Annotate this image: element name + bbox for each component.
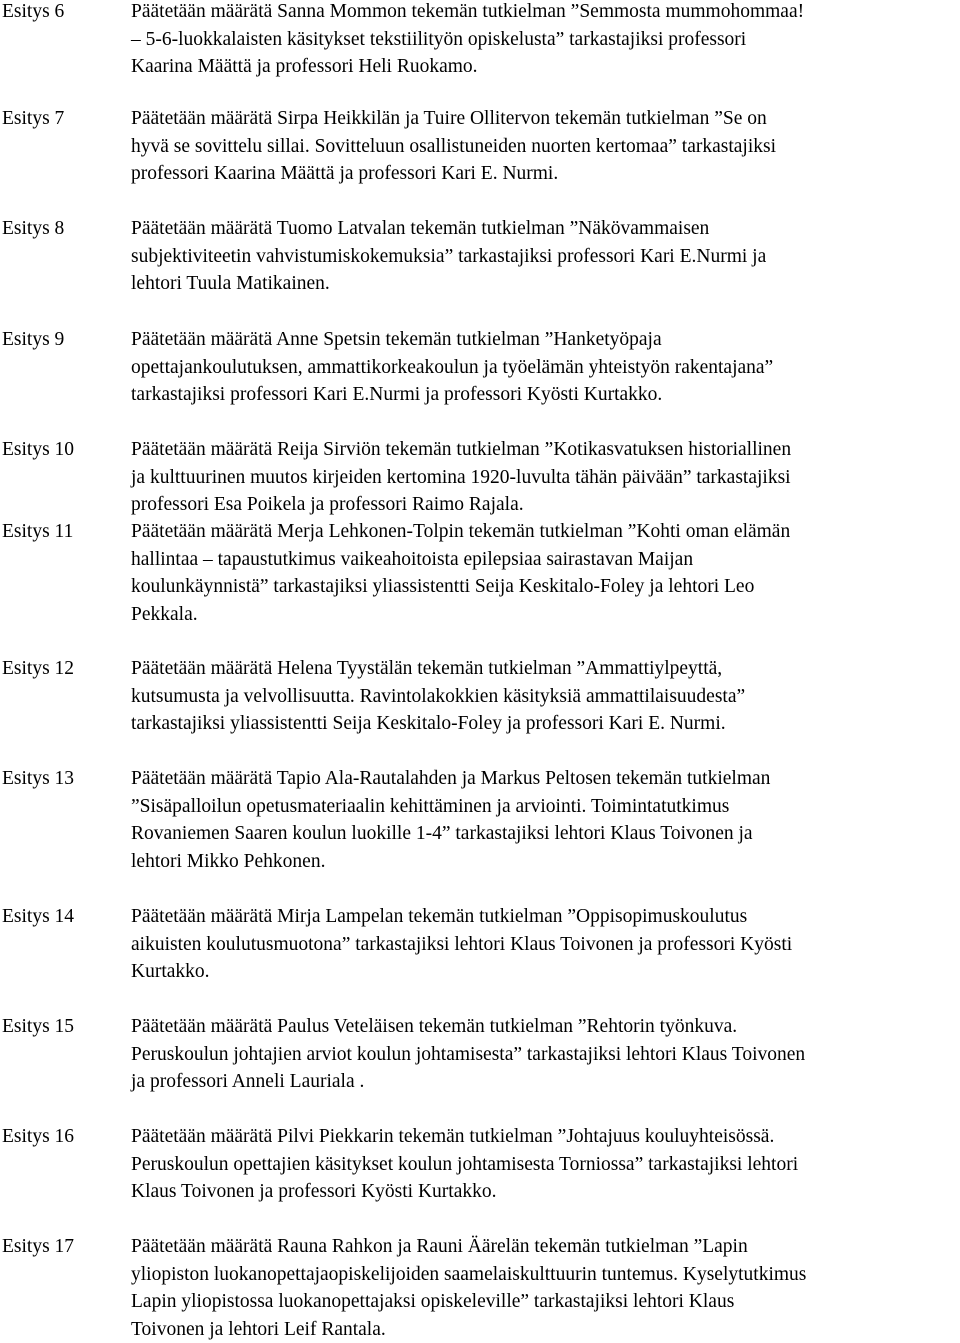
text-line: professori Esa Poikela ja professori Raimo Rajala. — [131, 494, 524, 516]
text-line: Päätetään määrätä Paulus Veteläisen tekemän tutkielman ”Rehtorin työnkuva. — [131, 1016, 738, 1037]
text-line: hallintaa – tapaustutkimus vaikeahoitoista epilepsiaa sairastavan Maijan — [131, 548, 694, 570]
text-line: Kaarina Määttä ja professori Heli Ruokamo. — [131, 56, 478, 78]
text-line: Päätetään määrätä Anne Spetsin tekemän tutkielman ”Hanketyöpaja — [131, 329, 662, 350]
item-text — [131, 1013, 960, 1096]
text-line: Kurtakko. — [131, 961, 210, 983]
item-label: Esitys 7 — [2, 108, 65, 129]
text-line: kutsumusta ja velvollisuutta. Ravintolakokkien käsityksiä ammattilaisuudesta” — [131, 685, 746, 707]
text-line: ja professori Anneli Lauriala . — [131, 1071, 365, 1093]
text-line: tarkastajiksi professori Kari E.Nurmi ja professori Kyösti Kurtakko. — [131, 384, 663, 406]
text-line: Päätetään määrätä Helena Tyystälän tekemän tutkielman ”Ammattiylpeyttä, — [131, 658, 723, 679]
text-line: lehtori Tuula Matikainen. — [131, 273, 330, 295]
text-line: ja kulttuurinen muutos kirjeiden kertomina 1920-luvulta tähän päivään” tarkastajiksi — [131, 466, 791, 488]
text-line: tarkastajiksi yliassistentti Seija Keskitalo-Foley ja professori Kari E. Nurmi. — [131, 713, 726, 735]
item-text — [131, 903, 960, 986]
text-line: hyvä se sovittelu sillai. Sovitteluun osallistuneiden nuorten kertomaa” tarkastajiksi — [131, 135, 776, 157]
item-label: Esitys 6 — [2, 1, 65, 22]
text-line: – 5-6-luokkalaisten käsitykset tekstiilityön opiskelusta” tarkastajiksi professori — [131, 28, 747, 50]
text-line: Päätetään määrätä Tuomo Latvalan tekemän tutkielman ”Näkövammaisen — [131, 218, 710, 239]
item-label: Esitys 15 — [2, 1016, 75, 1037]
item-label: Esitys 8 — [2, 218, 65, 239]
text-line: lehtori Mikko Pehkonen. — [131, 850, 326, 872]
text-line: Päätetään määrätä Tapio Ala-Rautalahden ja Markus Peltosen tekemän tutkielman — [131, 768, 771, 789]
text-line: subjektiviteetin vahvistumiskokemuksia” tarkastajiksi professori Kari E.Nurmi ja — [131, 245, 767, 267]
text-line: opettajankoulutuksen, ammattikorkeakoulun ja työelämän yhteistyön rakentajana” — [131, 356, 774, 378]
text-line: Pekkala. — [131, 603, 198, 625]
text-line: Päätetään määrätä Merja Lehkonen-Tolpin tekemän tutkielman ”Kohti oman elämän — [131, 521, 791, 542]
text-line: Peruskoulun johtajien arviot koulun johtamisesta” tarkastajiksi lehtori Klaus Toivonen — [131, 1043, 806, 1065]
item-text — [131, 518, 960, 628]
text-line: Peruskoulun opettajien käsitykset koulun johtamisesta Torniossa” tarkastajiksi lehtori — [131, 1153, 799, 1175]
text-line: Päätetään määrätä Sanna Mommon tekemän tutkielman ”Semmosta mummohommaa! — [131, 1, 805, 22]
text-line: Päätetään määrätä Sirpa Heikkilän ja Tuire Ollitervon tekemän tutkielman ”Se on — [131, 108, 767, 129]
item-text — [131, 436, 960, 519]
item-label: Esitys 16 — [2, 1126, 75, 1147]
item-label: Esitys 13 — [2, 768, 75, 789]
text-line: koulunkäynnistä” tarkastajiksi yliassistentti Seija Keskitalo-Foley ja lehtori Leo — [131, 576, 755, 598]
text-line: Päätetään määrätä Rauna Rahkon ja Rauni Äärelän tekemän tutkielman ”Lapin — [131, 1236, 748, 1257]
text-line: Rovaniemen Saaren koulun luokille 1-4” tarkastajiksi lehtori Klaus Toivonen ja — [131, 823, 753, 845]
text-line: Päätetään määrätä Reija Sirviön tekemän tutkielman ”Kotikasvatuksen historiallinen — [131, 439, 792, 460]
text-line: yliopiston luokanopettajaopiskelijoiden saamelaiskulttuurin tuntemus. Kyselytutkimus — [131, 1263, 807, 1285]
item-text — [131, 655, 960, 738]
item-text — [131, 765, 960, 875]
item-text — [131, 215, 960, 298]
text-line: Lapin yliopistossa luokanopettajaksi opiskeleville” tarkastajiksi lehtori Klaus — [131, 1291, 735, 1313]
text-line: Klaus Toivonen ja professori Kyösti Kurtakko. — [131, 1181, 497, 1203]
text-line: Päätetään määrätä Pilvi Piekkarin tekemän tutkielman ”Johtajuus kouluyhteisössä. — [131, 1126, 775, 1147]
item-text — [131, 1233, 960, 1343]
item-label: Esitys 11 — [2, 521, 74, 542]
text-line: professori Kaarina Määttä ja professori Kari E. Nurmi. — [131, 163, 559, 185]
item-text — [131, 105, 960, 188]
item-text — [131, 326, 960, 409]
text-line: ”Sisäpalloilun opetusmateriaalin kehittäminen ja arviointi. Toimintatutkimus — [131, 795, 730, 817]
text-line: aikuisten koulutusmuotona” tarkastajiksi lehtori Klaus Toivonen ja professori Kyösti — [131, 933, 793, 955]
item-label: Esitys 12 — [2, 658, 75, 679]
text-line: Päätetään määrätä Mirja Lampelan tekemän tutkielman ”Oppisopimuskoulutus — [131, 906, 748, 927]
item-text — [131, 0, 960, 81]
item-label: Esitys 17 — [2, 1236, 75, 1257]
item-text — [131, 1123, 960, 1206]
item-label: Esitys 9 — [2, 329, 65, 350]
item-label: Esitys 14 — [2, 906, 75, 927]
item-label: Esitys 10 — [2, 439, 75, 460]
text-line: Toivonen ja lehtori Leif Rantala. — [131, 1318, 386, 1340]
